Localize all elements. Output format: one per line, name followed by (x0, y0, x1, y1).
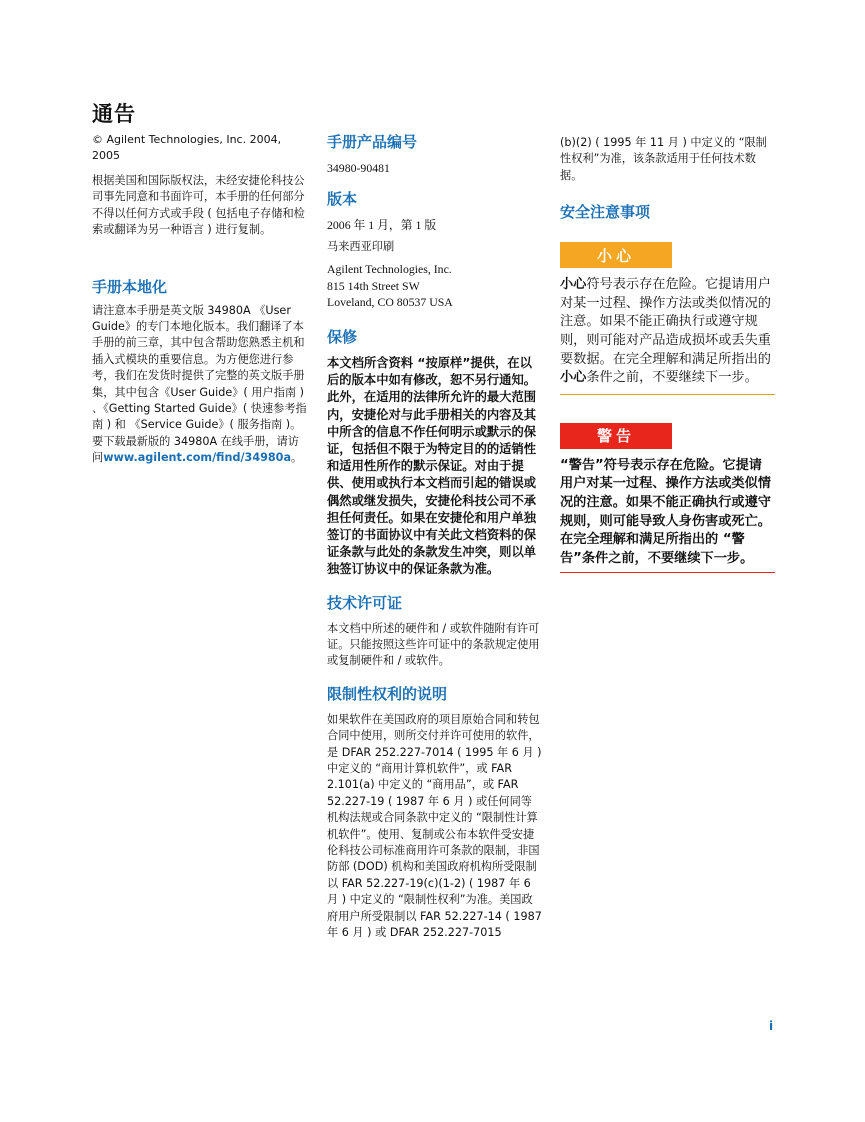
warranty-heading: 保修 (327, 327, 358, 346)
address-line: Agilent Technologies, Inc. (327, 262, 452, 277)
edition-heading: 版本 (327, 189, 358, 208)
restricted-rights-continued: (b)(2) ( 1995 年 11 月 ) 中定义的 “限制性权利”为准，该条款适用于任何技术数据。 (560, 136, 767, 182)
address-block (327, 261, 542, 311)
localization-heading: 手册本地化 (92, 277, 168, 296)
agilent-link[interactable]: www.agilent.com/find/34980a (103, 451, 292, 465)
printed-in: 马来西亚印刷 (327, 240, 395, 253)
warning-paragraph: “警告”符号表示存在危险。它提请用户对某一过程、操作方法或类似情况的注意。如果不能正确执行或遵守规则，则可能导致人身伤害或死亡。在完全理解和满足所指出的 “警告”条件之前，不要继续下一步。 (560, 457, 771, 566)
restricted-rights-paragraph: 如果软件在美国政府的项目原始合同和转包合同中使用，则所交付并许可使用的软件，是 DFAR 252.227-7014 ( 1995 年 6 月 ) 中定义的 “商用计算机软件”，或 FAR 2.101(a) 中定义的 “商用品”，或 FAR 52.227-19 ( 1987 年 6 月 ) 或任何同等机构法规或合同条款中定义的 “限制性计算机软件”。使用、复制或公布本软件受安捷伦科技公司标准商用许可条款的限制，非国防部 (DOD) 机构和美国政府机构所受限制以 FAR 52.227-19(c)(1-2) ( 1987 年 6 月 ) 中定义的 “限制性权利”为准。美国政府用户所受限制以 FAR 52.227-14 ( 1987 年 6 月 ) 或 DFAR 252.227-7015 (327, 712, 542, 940)
address-line: Loveland, CO 80537 USA (327, 295, 453, 310)
localization-paragraph (92, 303, 307, 467)
left-column (92, 132, 307, 467)
page-title: 通告 (92, 102, 136, 126)
localization-text: 请注意本手册是英文版 34980A 《User Guide》的专门本地化版本。我们翻译了本手册的前三章，其中包含帮助您熟悉主机和插入式模块的重要信息。为方便您进行参考，我们在发货时提供了完整的英文版手册集，其中包含《User Guide》( 用户指南 ) 、《Getting Started Guide》( 快速参考指南 ) 和 《Service Guide》( 服务指南 )。要下载最新版的 34980A 在线手册，请访问 (92, 303, 307, 465)
warranty-paragraph: 本文档所含资料 “按原样”提供，在以后的版本中如有修改，恕不另行通知。此外，在适用的法律所允许的最大范围内，安捷伦对与此手册相关的内容及其中所含的信息不作任何明示或默示的保证，包括但不限于为特定目的的适销性和适用性所作的默示保证。对由于提供、使用或执行本文档而引起的错误或偶然或继发损失，安捷伦科技公司不承担任何责任。如果在安捷伦和用户单独签订的书面协议中有关此文档资料的保证条款与此处的条款发生冲突，则以单独签订协议中的保证条款为准。 (327, 355, 537, 577)
warning-divider (560, 572, 775, 573)
caution-divider (560, 394, 775, 395)
right-column (560, 135, 775, 573)
edition-date: 2006 年 1 月，第 1 版 (327, 217, 437, 232)
manual-part-heading: 手册产品编号 (327, 133, 418, 151)
address-line: 815 14th Street SW (327, 278, 420, 293)
caution-keyword: 小心 (560, 277, 587, 293)
license-paragraph: 本文档中所述的硬件和 / 或软件随附有许可证。只能按照这些许可证中的条款规定使用或复制硬件和 / 或软件。 (327, 621, 540, 668)
caution-keyword: 小心 (560, 370, 587, 386)
safety-heading: 安全注意事项 (560, 203, 651, 222)
caution-paragraph (560, 276, 775, 388)
restricted-rights-heading: 限制性权利的说明 (327, 684, 448, 703)
warning-label: 警告 (560, 423, 672, 449)
caution-text-end: 条件之前，不要继续下一步。 (586, 370, 758, 386)
manual-part-number: 34980-90481 (327, 161, 390, 175)
page-number: i (769, 1019, 774, 1033)
license-heading: 技术许可证 (327, 593, 403, 612)
intro-paragraph: 根据美国和国际版权法，未经安捷伦科技公司事先同意和书面许可，本手册的任何部分不得以任何方式或手段 ( 包括电子存储和检索或翻译为另一种语言 ) 进行复制。 (92, 174, 305, 237)
copyright-notice: © Agilent Technologies, Inc. 2004, 2005 (92, 133, 282, 162)
caution-label: 小心 (560, 242, 672, 268)
caution-text: 符号表示存在危险。它提请用户对某一过程、操作方法或类似情况的注意。如果不能正确执行或遵守规则，则可能对产品造成损坏或丢失重要数据。在完全理解和满足所指出的 (560, 277, 771, 367)
localization-text-end: 。 (291, 451, 303, 465)
middle-column (327, 132, 542, 941)
